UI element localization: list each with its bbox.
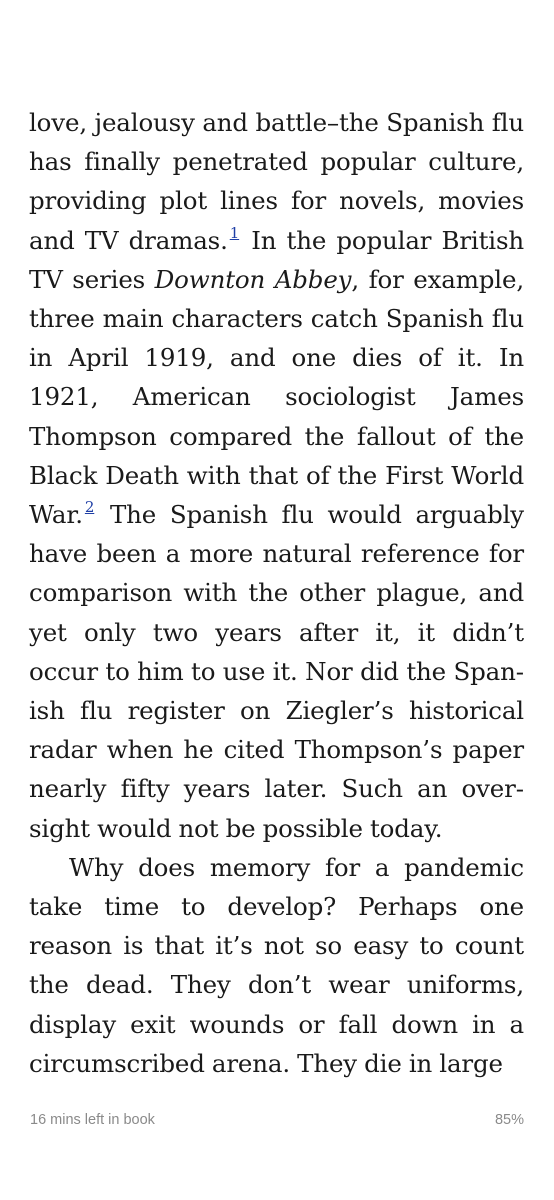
- body-paragraph: [29, 848, 524, 1083]
- progress-percent: 85%: [494, 1112, 524, 1128]
- italic-title: Downton Abbey: [154, 264, 352, 294]
- body-paragraph: [29, 103, 524, 848]
- paragraph-text: love, jealousy and battle–the Spanish flu has finally penetrated popular culture, providing plot lines for novels, movies and TV dramas.: [29, 108, 524, 255]
- paragraph-text: In the popular British TV series: [29, 225, 525, 294]
- time-left-label: 16 mins left in book: [30, 1112, 155, 1128]
- reading-pane: [29, 103, 524, 1083]
- footnote-link-1[interactable]: 1: [229, 223, 240, 242]
- footnote-link-2[interactable]: 2: [84, 498, 95, 517]
- paragraph-text: Why does memory for a pandemic take time to develop? Perhaps one reason is that it’s not so easy to count the dead. They don’t wear uniforms, display exit wounds or fall down in a circumscribed arena. They die in large: [29, 852, 524, 1078]
- paragraph-text: , for example, three main characters catch Spanish flu in April 1919, and one dies of it. In 1921, American sociologist James Thompson compared the fallout of the Black Death with that of the First World War.: [29, 264, 524, 530]
- paragraph-text: The Spanish flu would arguably have been a more natural reference for comparison with the other plague, and yet only two years after it, it didn’t occur to him to use it. Nor did the Spanish flu register on Ziegler’s historical radar when he cited Thompson’s paper nearly fifty years later. Such an oversight would not be possible today.: [29, 500, 524, 843]
- reading-status-bar: [30, 1112, 524, 1132]
